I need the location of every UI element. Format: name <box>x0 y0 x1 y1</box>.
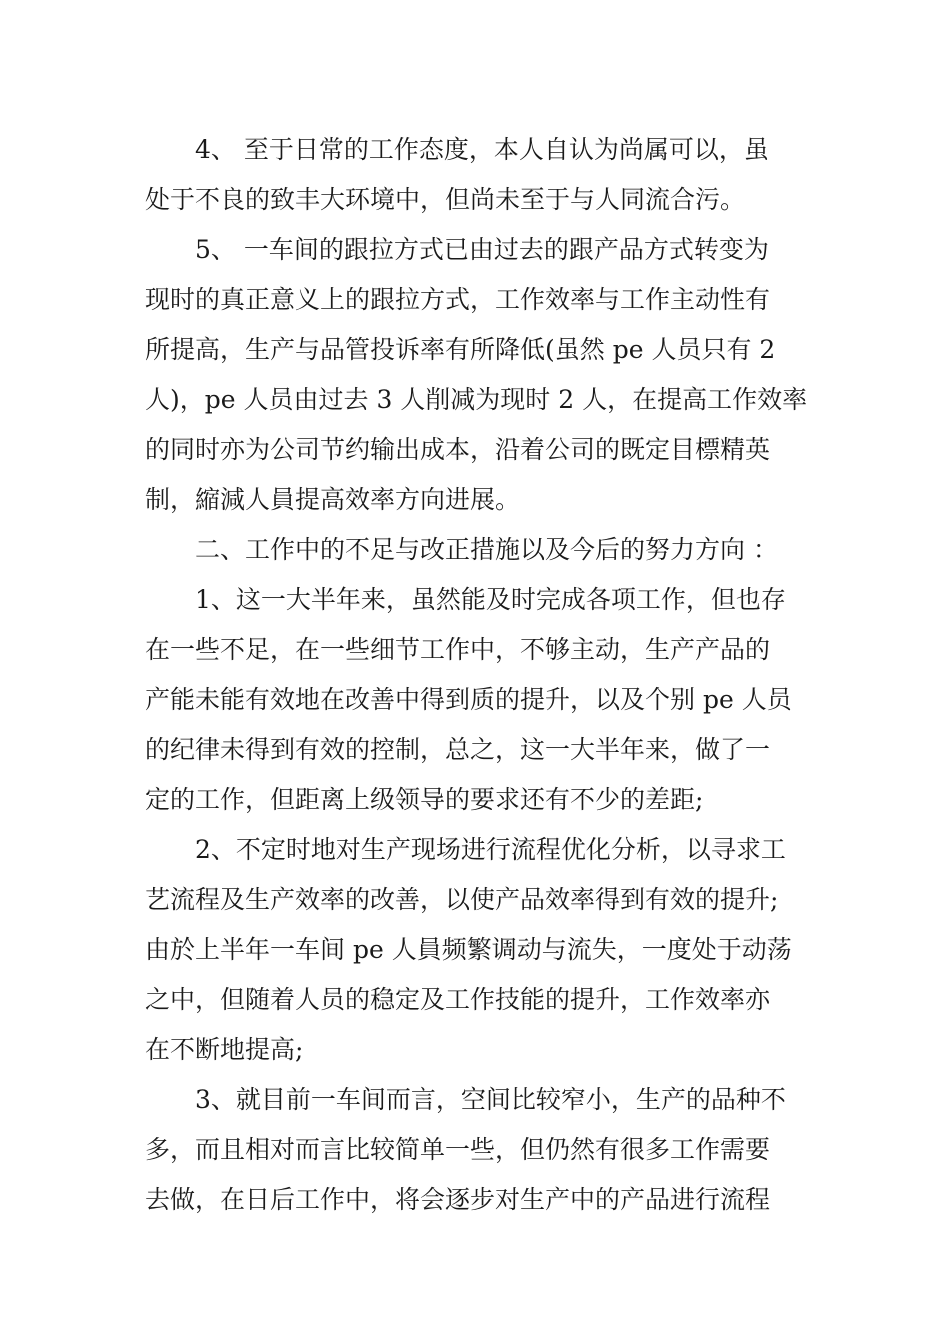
text-line: 1、这一大半年来，虽然能及时完成各项工作，但也存 <box>195 585 786 614</box>
text-line: 5、 一车间的跟拉方式已由过去的跟产品方式转变为 <box>195 235 769 264</box>
text-line: 在不断地提高; <box>145 1035 304 1064</box>
section-heading: 二、工作中的不足与改正措施以及今后的努力方向 ： <box>195 535 778 564</box>
body-text <box>145 125 810 1225</box>
text-line: 2、不定时地对生产现场进行流程优化分析，以寻求工 <box>195 835 786 864</box>
text-line: 处于不良的致丰大环境中，但尚未至于与人同流合污。 <box>145 185 746 214</box>
text-line: 所提高，生产与品管投诉率有所降低(虽然 pe 人员只有 2 <box>145 335 776 364</box>
text-line: 之中，但随着人员的稳定及工作技能的提升，工作效率亦 <box>145 985 771 1014</box>
text-line: 由於上半年一车间 pe 人員频繁调动与流失，一度处于动荡 <box>145 935 792 964</box>
text-line: 现时的真正意义上的跟拉方式，工作效率与工作主动性有 <box>145 285 771 314</box>
text-line: 去做，在日后工作中，将会逐步对生产中的产品进行流程 <box>145 1185 771 1214</box>
text-line: 3、就目前一车间而言，空间比较窄小，生产的品种不 <box>195 1085 786 1114</box>
text-line: 制，縮減人員提高效率方向进展。 <box>145 485 521 514</box>
text-line: 人)，pe 人员由过去 3 人削减为现时 2 人，在提高工作效率 <box>145 385 808 414</box>
text-line: 的同时亦为公司节约输出成本，沿着公司的既定目標精英 <box>145 435 771 464</box>
text-line: 产能未能有效地在改善中得到质的提升，以及个别 pe 人员 <box>145 685 792 714</box>
text-line: 艺流程及生产效率的改善，以使产品效率得到有效的提升; <box>145 885 779 914</box>
text-line: 定的工作，但距离上级领导的要求还有不少的差距; <box>145 785 704 814</box>
text-line: 在一些不足，在一些细节工作中，不够主动，生产产品的 <box>145 635 771 664</box>
text-line: 4、 至于日常的工作态度，本人自认为尚属可以，虽 <box>195 135 769 164</box>
text-line: 的纪律未得到有效的控制，总之，这一大半年来，做了一 <box>145 735 771 764</box>
text-line: 多，而且相对而言比较简单一些，但仍然有很多工作需要 <box>145 1135 771 1164</box>
